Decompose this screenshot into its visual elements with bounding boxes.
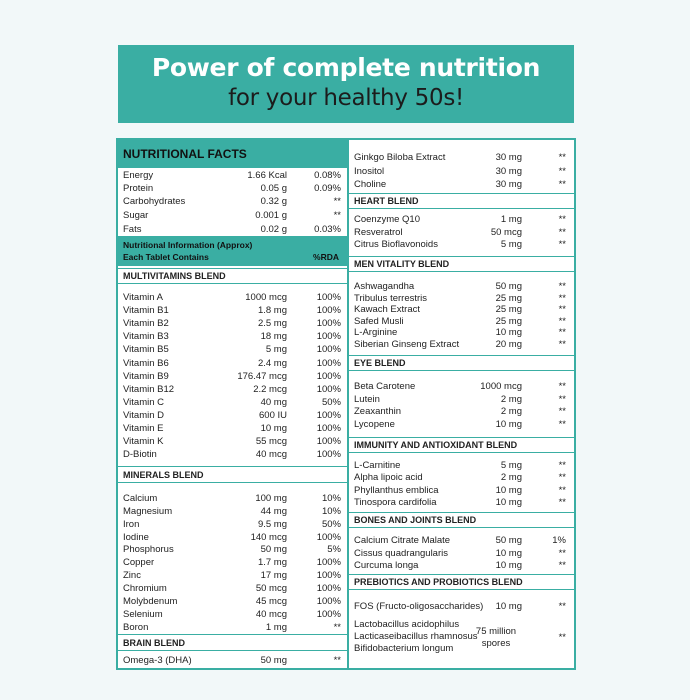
nutrient-name: Cissus quadrangularis: [354, 548, 448, 559]
table-row: [118, 569, 347, 582]
nutrient-rda: **: [558, 152, 566, 163]
table-row: [118, 291, 347, 304]
nutrient-rda: **: [558, 166, 566, 177]
section-header-men: MEN VITALITY BLEND: [349, 256, 574, 272]
nutrient-amount: 5 mg: [500, 239, 522, 250]
table-row: [118, 621, 347, 634]
nutrient-name: Phosphorus: [123, 544, 174, 555]
nutrient-rda: 100%: [316, 384, 341, 395]
nutrient-rda: 100%: [316, 570, 341, 581]
nutrient-rda: 100%: [316, 596, 341, 607]
nutrient-rda: 100%: [316, 318, 341, 329]
nutrient-rda: 1%: [552, 535, 566, 546]
table-row: [118, 304, 347, 317]
nutrient-rda: **: [558, 179, 566, 190]
nutrient-rda: **: [558, 339, 566, 350]
nutrient-amount: 600 IU: [259, 410, 287, 421]
table-row: [118, 223, 347, 236]
nutrient-amount: 30 mg: [495, 166, 522, 177]
nutrient-name: Vitamin D: [123, 410, 165, 421]
table-row: [118, 505, 347, 518]
nutrient-rda: 100%: [316, 292, 341, 303]
nutrient-amount: 50 mg: [495, 281, 522, 292]
table-row: [349, 380, 574, 393]
nutrient-rda: 100%: [316, 557, 341, 568]
nutrient-amount: 50 mcg: [255, 583, 287, 594]
nutrient-name: Vitamin E: [123, 423, 164, 434]
nutrient-amount: 25 mg: [495, 304, 522, 315]
nutrient-rda: **: [558, 316, 566, 327]
nutrient-rda: 100%: [316, 436, 341, 447]
table-row: [349, 496, 574, 509]
table-row: [349, 338, 574, 351]
nutrient-amount: 1.66 Kcal: [247, 170, 287, 181]
nutrient-rda: **: [558, 327, 566, 338]
nutrient-amount: 25 mg: [495, 293, 522, 304]
nutrient-name: Vitamin C: [123, 397, 165, 408]
nutrient-amount: 2 mg: [500, 394, 522, 405]
nutrient-amount: 10 mg: [495, 601, 522, 612]
nutrient-rda: 100%: [316, 305, 341, 316]
table-row: [118, 518, 347, 531]
nutrient-name: Copper: [123, 557, 155, 568]
nutrient-amount: 2.4 mg: [257, 358, 287, 369]
nutrient-rda: 0.08%: [314, 170, 341, 181]
nutrient-amount: 25 mg: [495, 316, 522, 327]
nutrient-rda: 100%: [316, 331, 341, 342]
nutrient-amount: 17 mg: [260, 570, 287, 581]
nutrient-rda: **: [558, 548, 566, 559]
section-header-multivitamins: MULTIVITAMINS BLEND: [118, 268, 347, 284]
nutrient-rda: 50%: [321, 397, 341, 408]
nutrient-amount: 10 mg: [495, 548, 522, 559]
nutrient-amount: 1.7 mg: [257, 557, 287, 568]
nutrient-name: Vitamin K: [123, 436, 164, 447]
table-row: [118, 357, 347, 370]
table-row: [349, 178, 574, 191]
section-header-heart: HEART BLEND: [349, 193, 574, 209]
nutrient-rda: **: [558, 394, 566, 405]
nutrient-rda: 100%: [316, 449, 341, 460]
nutrient-rda: **: [558, 227, 566, 238]
nutrient-name: Vitamin B1: [123, 305, 169, 316]
nutrition-info-header: [118, 236, 347, 266]
nutrient-amount: 0.05 g: [260, 183, 287, 194]
table-row: [118, 383, 347, 396]
nutrient-rda: 5%: [327, 544, 341, 555]
nutrient-amount: 30 mg: [495, 179, 522, 190]
probiotic-rda: **: [558, 632, 566, 643]
nutrient-name: Siberian Ginseng Extract: [354, 339, 460, 350]
nutrient-rda: **: [333, 622, 341, 633]
banner-subtitle: for your healthy 50s!: [228, 85, 464, 111]
nutrient-rda: **: [558, 485, 566, 496]
table-row: [118, 409, 347, 422]
table-row: [349, 471, 574, 484]
section-header-eye: EYE BLEND: [349, 355, 574, 371]
table-row: [349, 418, 574, 431]
nutrient-rda: **: [558, 406, 566, 417]
nutrient-amount: 0.02 g: [260, 224, 287, 235]
banner: [118, 45, 574, 123]
nutrient-name: Vitamin B3: [123, 331, 169, 342]
nutrient-amount: 18 mg: [260, 331, 287, 342]
nutrient-rda: 0.03%: [314, 224, 341, 235]
nutrient-name: Safed Musli: [354, 316, 404, 327]
table-row: [118, 582, 347, 595]
nutrient-name: Vitamin B5: [123, 344, 169, 355]
nutrient-rda: **: [558, 214, 566, 225]
nutrient-amount: 140 mcg: [250, 532, 287, 543]
banner-title: Power of complete nutrition: [151, 53, 541, 82]
nutrient-rda: **: [558, 304, 566, 315]
table-row: [118, 182, 347, 195]
nutrient-amount: 55 mcg: [255, 436, 287, 447]
nutrient-rda: **: [558, 460, 566, 471]
nutrient-rda: 10%: [321, 506, 341, 517]
nutrient-name: Ginkgo Biloba Extract: [354, 152, 446, 163]
info-line1: Nutritional Information (Approx): [123, 240, 253, 250]
nutrient-name: Tribulus terrestris: [354, 293, 428, 304]
nutrient-amount: 2.2 mcg: [253, 384, 287, 395]
nutrient-rda: 100%: [316, 410, 341, 421]
section-header-immunity: IMMUNITY AND ANTIOXIDANT BLEND: [349, 437, 574, 453]
info-line2: Each Tablet Contains: [123, 252, 209, 262]
nutrient-amount: 30 mg: [495, 152, 522, 163]
nutrient-rda: **: [558, 472, 566, 483]
nutrient-name: Inositol: [354, 166, 385, 177]
nutrient-amount: 40 mcg: [255, 449, 287, 460]
nutrient-name: Fats: [123, 224, 142, 235]
nutrient-rda: **: [558, 239, 566, 250]
nutrient-rda: **: [558, 497, 566, 508]
nutrient-name: L-Carnitine: [354, 460, 401, 471]
section-header-minerals: MINERALS BLEND: [118, 466, 347, 483]
table-row: [349, 213, 574, 226]
nutrient-rda: **: [333, 196, 341, 207]
nutrient-amount: 2.5 mg: [257, 318, 287, 329]
table-row: [118, 422, 347, 435]
nutrient-amount: 10 mg: [260, 423, 287, 434]
probiotic-amount-line2: spores: [481, 638, 511, 649]
nutrient-amount: 9.5 mg: [257, 519, 287, 530]
probiotic-name-1: Lactobacillus acidophilus: [354, 619, 460, 630]
nutrient-name: Omega-3 (DHA): [123, 655, 192, 666]
nutrient-name: Chromium: [123, 583, 167, 594]
nutrient-name: Citrus Bioflavonoids: [354, 239, 438, 250]
table-row: [349, 151, 574, 164]
nutrient-rda: 50%: [321, 519, 341, 530]
table-row: [118, 195, 347, 208]
nutrient-rda: **: [558, 281, 566, 292]
nutrient-name: Vitamin B2: [123, 318, 169, 329]
nutrient-rda: 10%: [321, 493, 341, 504]
nutrient-amount: 50 mg: [495, 535, 522, 546]
nutrient-amount: 40 mg: [260, 397, 287, 408]
nutrient-rda: **: [333, 210, 341, 221]
nutrient-amount: 50 mg: [260, 655, 287, 666]
nutrient-name: Sugar: [123, 210, 149, 221]
nutrient-name: Vitamin B12: [123, 384, 175, 395]
nutrient-amount: 10 mg: [495, 485, 522, 496]
nutrient-name: Coenzyme Q10: [354, 214, 421, 225]
nutrient-name: Vitamin B9: [123, 371, 169, 382]
nutrient-name: Boron: [123, 622, 149, 633]
nutrient-amount: 10 mg: [495, 419, 522, 430]
nutrient-name: Ashwagandha: [354, 281, 415, 292]
nutrient-amount: 44 mg: [260, 506, 287, 517]
section-header-prebiotics: PREBIOTICS AND PROBIOTICS BLEND: [349, 574, 574, 590]
nutrient-amount: 1 mg: [265, 622, 287, 633]
table-row: [118, 608, 347, 621]
nutrient-name: Calcium: [123, 493, 158, 504]
section-header-brain: BRAIN BLEND: [118, 634, 347, 651]
table-row: [118, 595, 347, 608]
nutrient-rda: **: [558, 560, 566, 571]
nutrient-name: Zeaxanthin: [354, 406, 402, 417]
nutrient-name: Lycopene: [354, 419, 395, 430]
nutrient-amount: 0.32 g: [260, 196, 287, 207]
left-column: [118, 140, 347, 668]
nutrient-amount: 5 mg: [500, 460, 522, 471]
nutrient-amount: 10 mg: [495, 327, 522, 338]
nutrient-name: Calcium Citrate Malate: [354, 535, 451, 546]
nutrient-name: Alpha lipoic acid: [354, 472, 423, 483]
nutrient-rda: **: [558, 381, 566, 392]
table-row: [118, 556, 347, 569]
probiotics-row: [349, 619, 574, 659]
nutrient-amount: 2 mg: [500, 406, 522, 417]
nutrient-amount: 20 mg: [495, 339, 522, 350]
table-row: [118, 343, 347, 356]
table-row: [118, 396, 347, 409]
table-row: [118, 543, 347, 556]
probiotic-name-2: Lacticaseibacillus rhamnosus: [354, 631, 478, 642]
nutrient-rda: 0.09%: [314, 183, 341, 194]
nutrient-rda: 100%: [316, 423, 341, 434]
right-column: [349, 140, 574, 668]
nutrient-name: Molybdenum: [123, 596, 178, 607]
nutrient-name: FOS (Fructo-oligosaccharides): [354, 601, 484, 612]
nutrient-name: Vitamin B6: [123, 358, 169, 369]
nutritional-facts-header: NUTRITIONAL FACTS: [118, 140, 347, 168]
nutrient-name: Kawach Extract: [354, 304, 420, 315]
table-row: [349, 238, 574, 251]
nutrient-name: D-Biotin: [123, 449, 157, 460]
nutrient-rda: 100%: [316, 358, 341, 369]
nutrient-amount: 176.47 mcg: [237, 371, 287, 382]
nutrient-name: Beta Carotene: [354, 381, 416, 392]
nutrient-name: L-Arginine: [354, 327, 398, 338]
nutrient-name: Selenium: [123, 609, 163, 620]
nutrient-name: Iron: [123, 519, 140, 530]
nutrient-amount: 100 mg: [255, 493, 287, 504]
nutrient-name: Magnesium: [123, 506, 173, 517]
table-row: [349, 165, 574, 178]
nutrient-amount: 40 mcg: [255, 609, 287, 620]
nutrient-name: Protein: [123, 183, 154, 194]
nutrient-rda: **: [558, 419, 566, 430]
nutrient-name: Resveratrol: [354, 227, 403, 238]
nutrient-name: Tinospora cardifolia: [354, 497, 437, 508]
nutrient-rda: 100%: [316, 583, 341, 594]
nutrition-panel: [116, 138, 576, 670]
probiotic-name-3: Bifidobacterium longum: [354, 643, 454, 654]
nutrient-amount: 50 mcg: [490, 227, 522, 238]
nutrient-amount: 1.8 mg: [257, 305, 287, 316]
table-row: [349, 405, 574, 418]
nutrient-name: Choline: [354, 179, 387, 190]
nutrient-rda: **: [558, 293, 566, 304]
table-row: [118, 330, 347, 343]
nutrient-name: Carbohydrates: [123, 196, 186, 207]
nutrient-name: Curcuma longa: [354, 560, 419, 571]
table-row: [118, 209, 347, 222]
nutrient-name: Lutein: [354, 394, 380, 405]
nutrient-name: Phyllanthus emblica: [354, 485, 439, 496]
nutrient-amount: 10 mg: [495, 560, 522, 571]
nutrient-amount: 5 mg: [265, 344, 287, 355]
table-row: [118, 169, 347, 182]
nutrient-amount: 1000 mcg: [245, 292, 287, 303]
nutrient-amount: 45 mcg: [255, 596, 287, 607]
nutrient-name: Zinc: [123, 570, 141, 581]
nutrient-rda: 100%: [316, 609, 341, 620]
nutrient-rda: **: [333, 655, 341, 666]
table-row: [118, 317, 347, 330]
nutrient-rda: 100%: [316, 344, 341, 355]
rda-label: %RDA: [313, 252, 339, 262]
table-row: [118, 435, 347, 448]
nutrient-name: Vitamin A: [123, 292, 163, 303]
nutrient-amount: 1000 mcg: [480, 381, 522, 392]
table-row: [349, 534, 574, 547]
nutrient-amount: 0.001 g: [255, 210, 287, 221]
table-row: [118, 370, 347, 383]
nutrient-amount: 50 mg: [260, 544, 287, 555]
nutrient-rda: 100%: [316, 371, 341, 382]
table-row: [349, 559, 574, 572]
nutrient-amount: 1 mg: [500, 214, 522, 225]
section-header-bones: BONES AND JOINTS BLEND: [349, 512, 574, 528]
table-row: [118, 492, 347, 505]
table-row: [349, 600, 574, 613]
nutrient-amount: 2 mg: [500, 472, 522, 483]
nutrient-rda: **: [558, 601, 566, 612]
table-row: [118, 448, 347, 461]
nutrient-amount: 10 mg: [495, 497, 522, 508]
nutrient-name: Iodine: [123, 532, 149, 543]
probiotic-amount-line1: 75 million: [475, 626, 517, 637]
nutrient-name: Energy: [123, 170, 154, 181]
nutrient-rda: 100%: [316, 532, 341, 543]
table-row: [118, 654, 347, 667]
